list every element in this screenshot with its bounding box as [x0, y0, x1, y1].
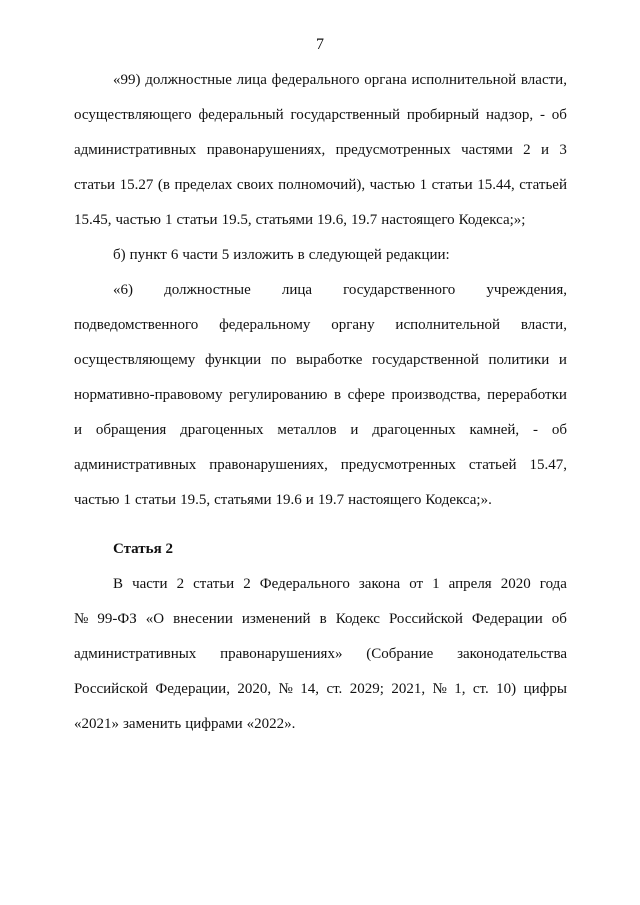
- word: №: [278, 681, 293, 697]
- word: органа: [364, 72, 407, 88]
- word: закона: [358, 576, 401, 592]
- word: административных: [74, 646, 197, 662]
- word: Российской: [74, 681, 148, 697]
- word: 19.7: [351, 212, 378, 228]
- word: 1: [123, 492, 131, 508]
- word: Кодекс: [335, 611, 380, 627]
- article-heading: Статья 2: [113, 541, 173, 557]
- word: части: [182, 247, 218, 263]
- word: редакции:: [385, 247, 450, 263]
- word: В: [113, 576, 124, 592]
- word: -: [533, 422, 539, 438]
- word: регулированию: [229, 387, 328, 403]
- word: предусмотренных: [335, 142, 451, 158]
- word: власти,: [520, 317, 567, 333]
- word: 3: [559, 142, 567, 158]
- word: в: [333, 387, 342, 403]
- word: 19.5,: [180, 492, 211, 508]
- word: лица: [236, 72, 267, 88]
- text-line: [74, 174, 567, 209]
- text-line: [74, 384, 567, 419]
- word: осуществляющему: [74, 352, 196, 368]
- word: пробирный: [406, 107, 480, 123]
- word: изменений: [241, 611, 311, 627]
- word: 5: [221, 247, 230, 263]
- text-line: [74, 314, 567, 349]
- word: 15.47,: [529, 457, 567, 473]
- word: статьей: [519, 177, 567, 193]
- word: пункт: [129, 247, 167, 263]
- word: 1: [432, 576, 440, 592]
- word: от: [409, 576, 424, 592]
- word: статьи: [431, 177, 473, 193]
- word: учреждения,: [486, 282, 567, 298]
- word: предусмотренных: [340, 457, 456, 473]
- text-line: [74, 69, 567, 104]
- word: федеральный: [198, 107, 284, 123]
- word: 2: [243, 576, 251, 592]
- word: в: [319, 611, 327, 627]
- word: пределах: [174, 177, 233, 193]
- word: Федерации,: [155, 681, 230, 697]
- word: 10): [496, 681, 517, 697]
- word: статьи: [134, 492, 177, 508]
- word: правонарушениях,: [209, 457, 328, 473]
- text-line: [74, 244, 567, 279]
- word: б): [113, 247, 126, 263]
- word: внесении: [173, 611, 233, 627]
- word: 14,: [300, 681, 320, 697]
- word: 15.45,: [74, 212, 112, 228]
- word: следующей: [308, 247, 382, 263]
- word: политики: [488, 352, 550, 368]
- text-line: [74, 678, 567, 713]
- word: исполнительной: [411, 72, 517, 88]
- document-body: [74, 69, 567, 748]
- text-line: [74, 489, 567, 524]
- word: Кодекса;»;: [458, 212, 526, 228]
- word: правонарушениях,: [206, 142, 326, 158]
- word: «О: [145, 611, 165, 627]
- word: сфере: [347, 387, 385, 403]
- word: административных: [74, 142, 197, 158]
- text-line: [74, 139, 567, 174]
- word: государственной: [371, 352, 479, 368]
- word: металлов: [277, 422, 337, 438]
- word: статьей: [468, 457, 517, 473]
- word: 19.6,: [317, 212, 348, 228]
- word: осуществляющего: [74, 107, 192, 123]
- word: нормативно-правовому: [74, 387, 223, 403]
- word: лица: [281, 282, 313, 298]
- word: -: [539, 107, 545, 123]
- word: цифры: [523, 681, 567, 697]
- word: части: [132, 576, 168, 592]
- word: и: [305, 492, 314, 508]
- word: административных: [74, 457, 197, 473]
- word: 2020,: [237, 681, 272, 697]
- word: об: [551, 422, 567, 438]
- word: и: [558, 352, 567, 368]
- word: статьи: [176, 212, 218, 228]
- word: обращения: [95, 422, 167, 438]
- word: выработке: [295, 352, 363, 368]
- word: настоящего: [348, 492, 422, 508]
- text-line: [74, 608, 567, 643]
- word: 1: [164, 212, 173, 228]
- word: (Собрание: [366, 646, 434, 662]
- word: полномочий),: [278, 177, 366, 193]
- word: должностные: [164, 282, 251, 298]
- word: статьи: [74, 177, 116, 193]
- word: об: [551, 611, 567, 627]
- word: об: [551, 107, 567, 123]
- text-line: [74, 209, 567, 244]
- word: подведомственного: [74, 317, 199, 333]
- word: 2029;: [349, 681, 384, 697]
- word: государственного: [343, 282, 456, 298]
- word: заменить: [123, 716, 182, 732]
- word: камней,: [469, 422, 520, 438]
- word: 2020: [500, 576, 531, 592]
- word: 15.27: [119, 177, 154, 193]
- word: власти,: [520, 72, 567, 88]
- text-line: [74, 349, 567, 384]
- word: Федерального: [259, 576, 350, 592]
- word: ст.: [326, 681, 343, 697]
- spacer: [74, 524, 567, 538]
- word: Федерации: [471, 611, 543, 627]
- word: надзор,: [486, 107, 534, 123]
- word: «2022».: [246, 716, 296, 732]
- word: федеральному: [219, 317, 311, 333]
- page-number: 7: [316, 36, 324, 53]
- word: законодательства: [457, 646, 567, 662]
- word: №: [74, 611, 89, 627]
- word: 15.44,: [477, 177, 515, 193]
- word: 2: [523, 142, 531, 158]
- word: органу: [331, 317, 375, 333]
- word: статьи: [193, 576, 235, 592]
- word: частью: [74, 492, 120, 508]
- word: 1,: [454, 681, 466, 697]
- word: апреля: [448, 576, 492, 592]
- word: федерального: [271, 72, 360, 88]
- word: Российской: [388, 611, 463, 627]
- text-line: [74, 419, 567, 454]
- word: переработки: [487, 387, 567, 403]
- word: Кодекса;».: [425, 492, 492, 508]
- word: драгоценных: [180, 422, 264, 438]
- word: 19.6: [275, 492, 302, 508]
- word: частью: [369, 177, 416, 193]
- word: 6: [170, 247, 179, 263]
- text-line: [74, 643, 567, 678]
- word: цифрами: [185, 716, 243, 732]
- word: 2021,: [391, 681, 426, 697]
- word: 19.5,: [221, 212, 252, 228]
- word: настоящего: [381, 212, 455, 228]
- text-line: [74, 454, 567, 489]
- word: функции: [204, 352, 262, 368]
- word: в: [297, 247, 305, 263]
- word: производства,: [391, 387, 481, 403]
- word: правонарушениях»: [220, 646, 343, 662]
- text-line: [74, 713, 567, 748]
- word: частями: [461, 142, 513, 158]
- word: года: [539, 576, 567, 592]
- word: и: [541, 142, 550, 158]
- word: и: [74, 422, 83, 438]
- word: государственный: [290, 107, 400, 123]
- word: статьями: [255, 212, 314, 228]
- word: изложить: [233, 247, 294, 263]
- word: частью: [115, 212, 161, 228]
- word: «99): [113, 72, 141, 88]
- text-line: [74, 104, 567, 139]
- word: по: [270, 352, 287, 368]
- word: №: [432, 681, 447, 697]
- word: 19.7: [317, 492, 345, 508]
- word: исполнительной: [395, 317, 501, 333]
- word: «6): [113, 282, 133, 298]
- word: статьями: [214, 492, 272, 508]
- word: 99-ФЗ: [97, 611, 137, 627]
- word: «2021»: [74, 716, 119, 732]
- text-line: [74, 573, 567, 608]
- word: 1: [419, 177, 428, 193]
- word: 2: [176, 576, 185, 592]
- word: и: [350, 422, 359, 438]
- word: должностные: [145, 72, 232, 88]
- text-line: [74, 279, 567, 314]
- word: (в: [157, 177, 170, 193]
- word: драгоценных: [372, 422, 456, 438]
- word: ст.: [472, 681, 489, 697]
- word: своих: [236, 177, 274, 193]
